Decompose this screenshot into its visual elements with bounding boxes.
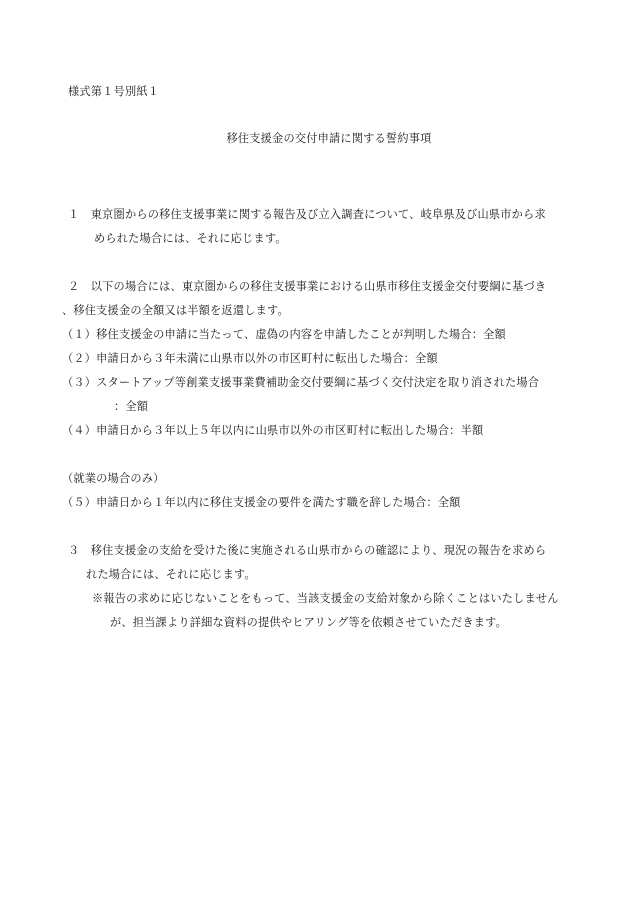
employment-note: （就業の場合のみ） — [62, 472, 165, 485]
item3-line2: れた場合には、それに応じます。 — [86, 568, 256, 581]
item2-sub2: （２）申請日から３年未満に山県市以外の市区町村に転出した場合：全額 — [62, 352, 438, 365]
item2-line2: 、移住支援金の全額又は半額を返還します。 — [62, 304, 289, 317]
document-title: 移住支援金の交付申請に関する誓約事項 — [226, 132, 432, 145]
item2-sub3-line2: ：全額 — [114, 400, 149, 413]
item3-note-line2: が、担当課より詳細な資料の提供やヒアリング等を依頼させていただきます。 — [110, 616, 507, 629]
item2-sub4: （４）申請日から３年以上５年以内に山県市以外の市区町村に転出した場合：半額 — [62, 424, 484, 437]
form-label: 様式第１号別紙１ — [68, 85, 160, 98]
item2-sub1: （１）移住支援金の申請に当たって、虚偽の内容を申請したことが判明した場合：全額 — [62, 328, 506, 341]
item1-line1: １ 東京圏からの移住支援事業に関する報告及び立入調査について、岐阜県及び山県市から求 — [68, 208, 546, 221]
item3-line1: ３ 移住支援金の支給を受けた後に実施される山県市からの確認により、現況の報告を求めら — [68, 544, 547, 557]
item3-note-line1: ※報告の求めに応じないことをもって、当該支援金の支給対象から除くことはいたしません — [92, 592, 559, 605]
item1-line2: められた場合には、それに応じます。 — [94, 232, 287, 245]
item2-line1: ２ 以下の場合には、東京圏からの移住支援事業における山県市移住支援金交付要綱に基づき — [68, 280, 547, 293]
item2-sub5: （５）申請日から１年以内に移住支援金の要件を満たす職を辞した場合：全額 — [62, 496, 461, 509]
item2-sub3-line1: （３）スタートアップ等創業支援事業費補助金交付要綱に基づく交付決定を取り消された場合 — [62, 376, 540, 389]
